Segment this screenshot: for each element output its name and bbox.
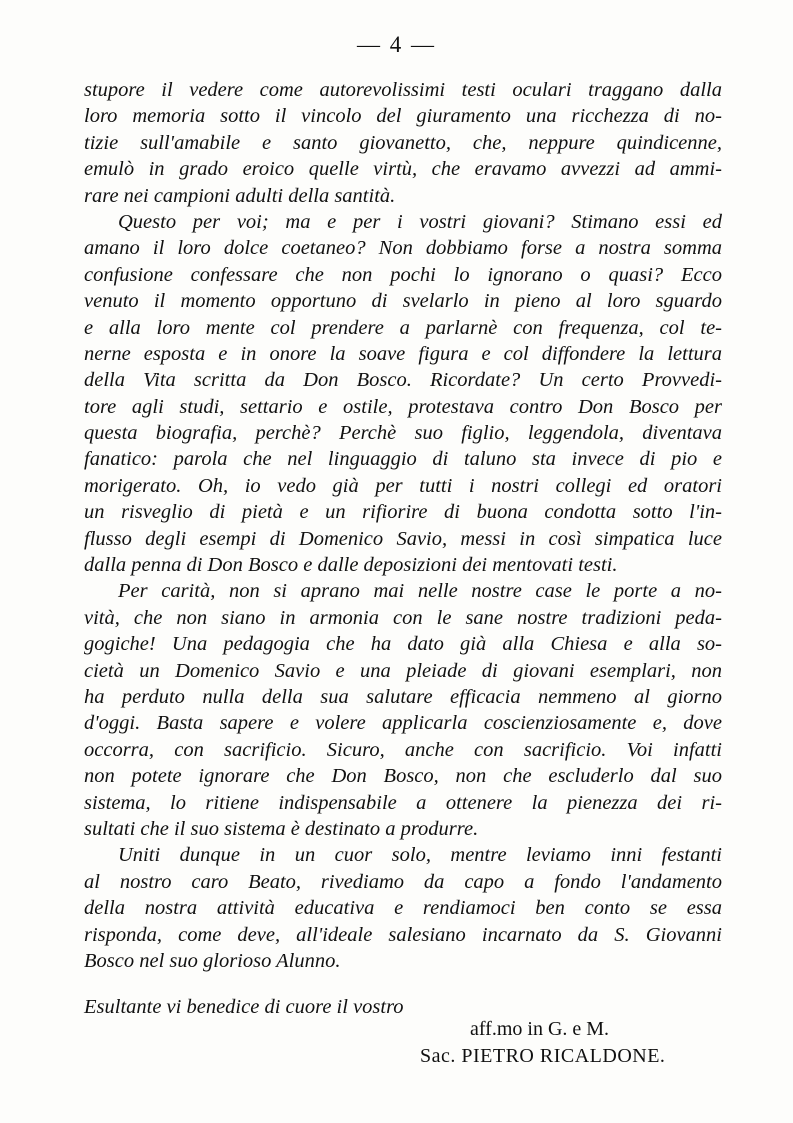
text-line: al nostro caro Beato, rivediamo da capo a fondo l'andamento	[84, 870, 722, 893]
text-line: loro memoria sotto il vincolo del giuramento una ricchezza di no-	[84, 105, 722, 128]
text-line: emulò in grado eroico quelle virtù, che eravamo avvezzi ad ammi-	[84, 158, 722, 181]
text-line: morigerato. Oh, io vedo già per tutti i nostri collegi ed oratori	[84, 474, 722, 497]
text-line: non potete ignorare che Don Bosco, non che escluderlo dal suo	[84, 765, 722, 788]
text-line: cietà un Domenico Savio e una pleiade di giovani esemplari, non	[84, 659, 722, 682]
text-line: dalla penna di Don Bosco e dalle deposizioni dei mentovati testi.	[84, 554, 618, 577]
text-line: sultati che il suo sistema è destinato a produrre.	[84, 817, 479, 840]
text-line: vità, che non siano in armonia con le sane nostre tradizioni peda-	[84, 606, 722, 629]
text-line: stupore il vedere come autorevolissimi testi oculari traggano dalla	[84, 79, 722, 101]
text-line: tizie sull'amabile e santo giovanetto, che, neppure quindicenne,	[84, 131, 722, 154]
paragraph-1	[84, 77, 722, 209]
text-line: sistema, lo ritiene indispensabile a ottenere la pienezza dei ri-	[84, 791, 722, 814]
page-number: — 4 —	[357, 32, 436, 57]
paragraph-4	[84, 842, 722, 974]
text-line: venuto il momento opportuno di svelarlo in pieno al loro sguardo	[84, 290, 722, 313]
text-line: tore agli studi, settario e ostile, protestava contro Don Bosco per	[84, 395, 722, 418]
text-line: e alla loro mente col prendere a parlarnè con frequenza, col te-	[84, 316, 722, 339]
text-line: Per carità, non si aprano mai nelle nostre case le porte a no-	[118, 580, 722, 603]
text-line: risponda, come deve, all'ideale salesiano incarnato da S. Giovanni	[84, 923, 722, 946]
text-line: flusso degli esempi di Domenico Savio, messi in così simpatica luce	[84, 527, 722, 550]
text-line: questa biografia, perchè? Perchè suo figlio, leggendola, diventava	[84, 422, 722, 445]
signature: Sac. PIETRO RICALDONE.	[420, 1045, 666, 1067]
text-line: Bosco nel suo glorioso Alunno.	[84, 949, 341, 972]
closing-block	[84, 994, 722, 1020]
text-line: della nostra attività educativa e rendiamoci ben conto se essa	[84, 897, 722, 920]
text-line: Uniti dunque in un cuor solo, mentre leviamo inni festanti	[118, 844, 722, 867]
text-line: d'oggi. Basta sapere e volere applicarla coscienziosamente e, dove	[84, 712, 722, 735]
text-line: amano il loro dolce coetaneo? Non dobbiamo forse a nostra somma	[84, 237, 722, 260]
text-line: ha perduto nulla della sua salutare efficacia nemmeno al giorno	[84, 685, 722, 708]
paragraph-2	[84, 209, 722, 578]
text-line: rare nei campioni adulti della santità.	[84, 184, 396, 207]
paragraph-3	[84, 578, 722, 842]
sign-off: aff.mo in G. e M.	[470, 1018, 610, 1040]
text-line: confusione confessare che non pochi lo ignorano o quasi? Ecco	[84, 263, 722, 286]
text-line: Questo per voi; ma e per i vostri giovani? Stimano essi ed	[118, 210, 722, 233]
text-line: della Vita scritta da Don Bosco. Ricordate? Un certo Provvedi-	[84, 369, 722, 392]
text-line: gogiche! Una pedagogia che ha dato già alla Chiesa e alla so-	[84, 633, 722, 656]
body-text	[84, 77, 722, 974]
salutation-line: Esultante vi benedice di cuore il vostro	[84, 996, 404, 1018]
text-line: occorra, con sacrificio. Sicuro, anche con sacrificio. Voi infatti	[84, 738, 722, 761]
text-line: un risveglio di pietà e un rifiorire di buona condotta sotto l'in-	[84, 501, 722, 524]
text-line: fanatico: parola che nel linguaggio di taluno sta invece di pio e	[84, 448, 722, 471]
text-line: nerne esposta e in onore la soave figura e col diffondere la lettura	[84, 342, 722, 365]
